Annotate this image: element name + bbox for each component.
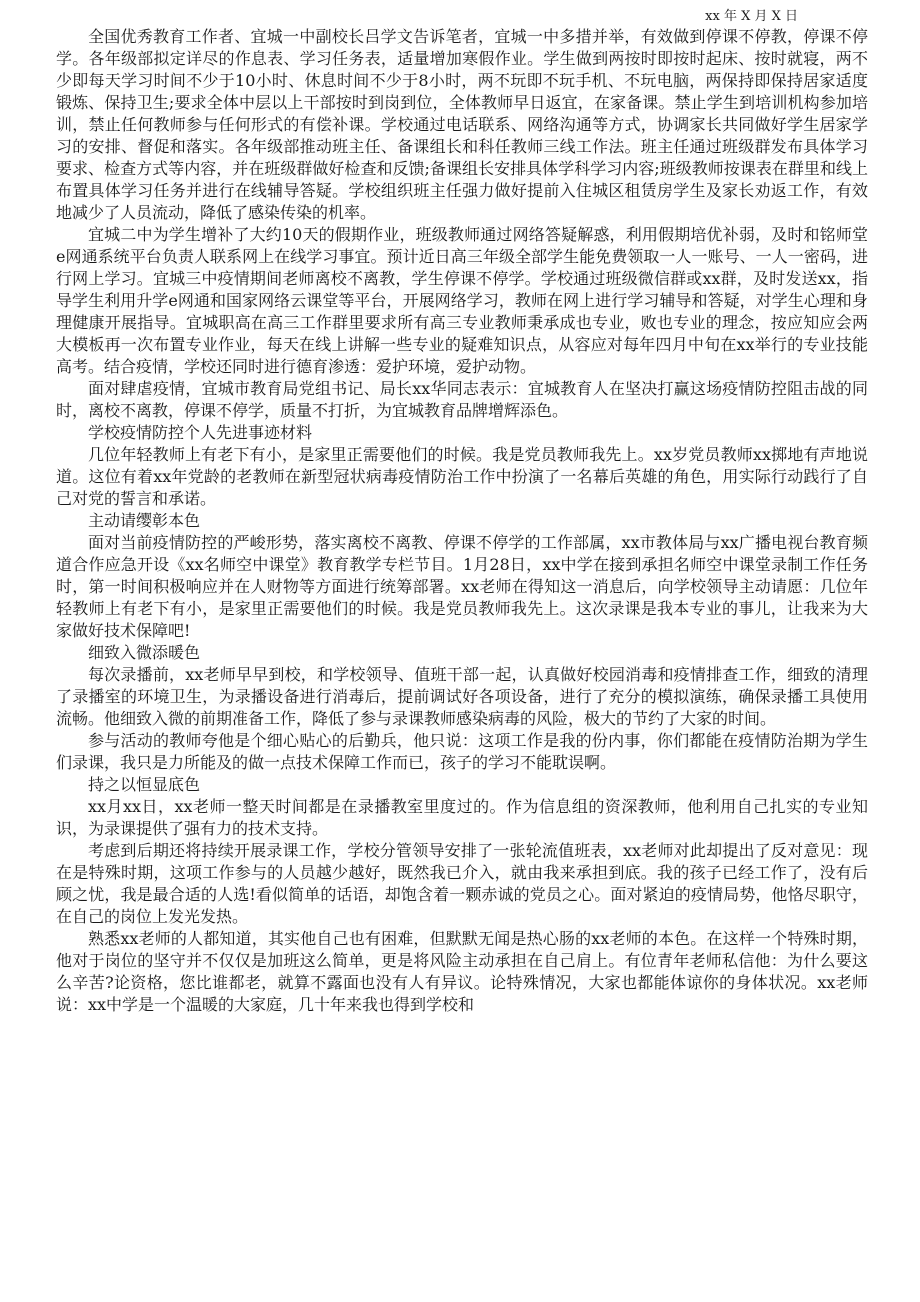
subheading-meticulous: 细致入微添暖色 bbox=[88, 643, 201, 662]
paragraph-logistics: 参与活动的教师夸他是个细心贴心的后勤兵，他只说：这项工作是我的份内事，你们都能在疫情防治期为学生们录课，我只是力所能及的做一点技术保障工作而已，孩子的学习不能耽误啊。 bbox=[56, 731, 868, 772]
paragraph-volunteer: 面对当前疫情防控的严峻形势，落实离校不离教、停课不停学的工作部属，xx市教体局与xx广播电视台教育频道合作应急开设《xx名师空中课堂》教育教学专栏节目。1月28日，xx中学在接到承担名师空中课堂录制工作任务时，第一时间积极响应并在人财物等方面进行统筹部署。xx老师在得知这一消息后，向学校领导主动请愿：几位年轻教师上有老下有小，是家里正需要他们的时候。我是党员教师我先上。这次录课是我本专业的事儿，让我来为大家做好技术保障吧! bbox=[56, 533, 868, 640]
section-title: 学校疫情防控个人先进事迹材料 bbox=[88, 423, 313, 442]
paragraph-bureau-statement: 面对肆虐疫情，宜城市教育局党组书记、局长xx华同志表示：宜城教育人在坚决打赢这场疫情防控阻击战的同时，离校不离教，停课不停学，质量不打折，为宜城教育品牌增辉添色。 bbox=[56, 379, 868, 420]
subheading-volunteer: 主动请缨彰本色 bbox=[88, 511, 201, 530]
paragraph-school-one-measures: 全国优秀教育工作者、宜城一中副校长吕学文告诉笔者，宜城一中多措并举，有效做到停课不停教，停课不停学。各年级部拟定详尽的作息表、学习任务表，适量增加寒假作业。学生做到两按时即按时起床、按时就寝，两不少即每天学习时间不少于10小时、休息时间不少于8小时，两不玩即不玩手机、不玩电脑，两保持即保持居家适度锻炼、保持卫生;要求全体中层以上干部按时到岗到位，全体教师早日返宜，在家备课。禁止学生到培训机构参加培训，禁止任何教师参与任何形式的有偿补课。学校通过电话联系、网络沟通等方式，协调家长共同做好学生居家学习的安排、督促和落实。各年级部推动班主任、备课组长和科任教师三线工作法。班主任通过班级群发布具体学习要求、检查方式等内容，并在班级群做好检查和反馈;备课组长安排具体学科学习内容;班级教师按课表在群里和线上布置具体学习任务并进行在线辅导答疑。学校组织班主任强力做好提前入住城区租赁房学生及家长劝返工作，有效地减少了人员流动，降低了感染传染的机率。 bbox=[56, 27, 868, 222]
paragraph-intro: 几位年轻教师上有老下有小，是家里正需要他们的时候。我是党员教师我先上。xx岁党员教师xx掷地有声地说道。这位有着xx年党龄的老教师在新型冠状病毒疫情防治工作中扮演了一名幕后英雄的角色，用实际行动践行了自己对党的誓言和承诺。 bbox=[56, 445, 868, 508]
subheading-perseverance: 持之以恒显底色 bbox=[88, 775, 201, 794]
document-body bbox=[56, 26, 868, 1016]
paragraph-duty-roster: 考虑到后期还将持续开展录课工作，学校分管领导安排了一张轮流值班表，xx老师对此却提出了反对意见：现在是特殊时期，这项工作参与的人员越少越好，既然我已介入，就由我来承担到底。我的孩子已经工作了，没有后顾之忧，我是最合适的人选!看似简单的话语，却饱含着一颗赤诚的党员之心。面对紧迫的疫情局势，他恪尽职守，在自己的岗位上发光发热。 bbox=[56, 841, 868, 926]
paragraph-recording-day: xx月xx日，xx老师一整天时间都是在录播教室里度过的。作为信息组的资深教师，他利用自己扎实的专业知识，为录课提供了强有力的技术支持。 bbox=[56, 797, 868, 838]
paragraph-dedication: 熟悉xx老师的人都知道，其实他自己也有困难，但默默无闻是热心肠的xx老师的本色。在这样一个特殊时期，他对于岗位的坚守并不仅仅是加班这么简单，更是将风险主动承担在自己肩上。有位青年老师私信他：为什么要这么辛苦?论资格，您比谁都老，就算不露面也没有人有异议。论特殊情况，大家也都能体谅你的身体状况。xx老师说：xx中学是一个温暖的大家庭，几十年来我也得到学校和 bbox=[56, 929, 868, 1014]
paragraph-school-two-measures: 宜城二中为学生增补了大约10天的假期作业，班级教师通过网络答疑解惑，利用假期培优补弱，及时和铭师堂e网通系统平台负责人联系网上在线学习事宜。预计近日高三年级全部学生能免费领取一人一账号、一人一密码，进行网上学习。宜城三中疫情期间老师离校不离教，学生停课不停学。学校通过班级微信群或xx群，及时发送xx，指导学生利用升学e网通和国家网络云课堂等平台，开展网络学习，教师在网上进行学习辅导和答疑，对学生心理和身理健康开展指导。宜城职高在高三工作群里要求所有高三专业教师秉承成也专业，败也专业的理念，按应知应会两大模板再一次布置专业作业，每天在线上讲解一些专业的疑难知识点，从容应对每年四月中旬在xx举行的专业技能高考。结合疫情，学校还同时进行德育渗透：爱护环境，爱护动物。 bbox=[56, 225, 868, 376]
document-date: xx 年 X 月 X 日 bbox=[705, 9, 798, 24]
paragraph-meticulous: 每次录播前，xx老师早早到校，和学校领导、值班干部一起，认真做好校园消毒和疫情排查工作，细致的清理了录播室的环境卫生，为录播设备进行消毒后，提前调试好各项设备，进行了充分的模拟演练，确保录播工具使用流畅。他细致入微的前期准备工作，降低了参与录课教师感染病毒的风险，极大的节约了大家的时间。 bbox=[56, 665, 868, 728]
